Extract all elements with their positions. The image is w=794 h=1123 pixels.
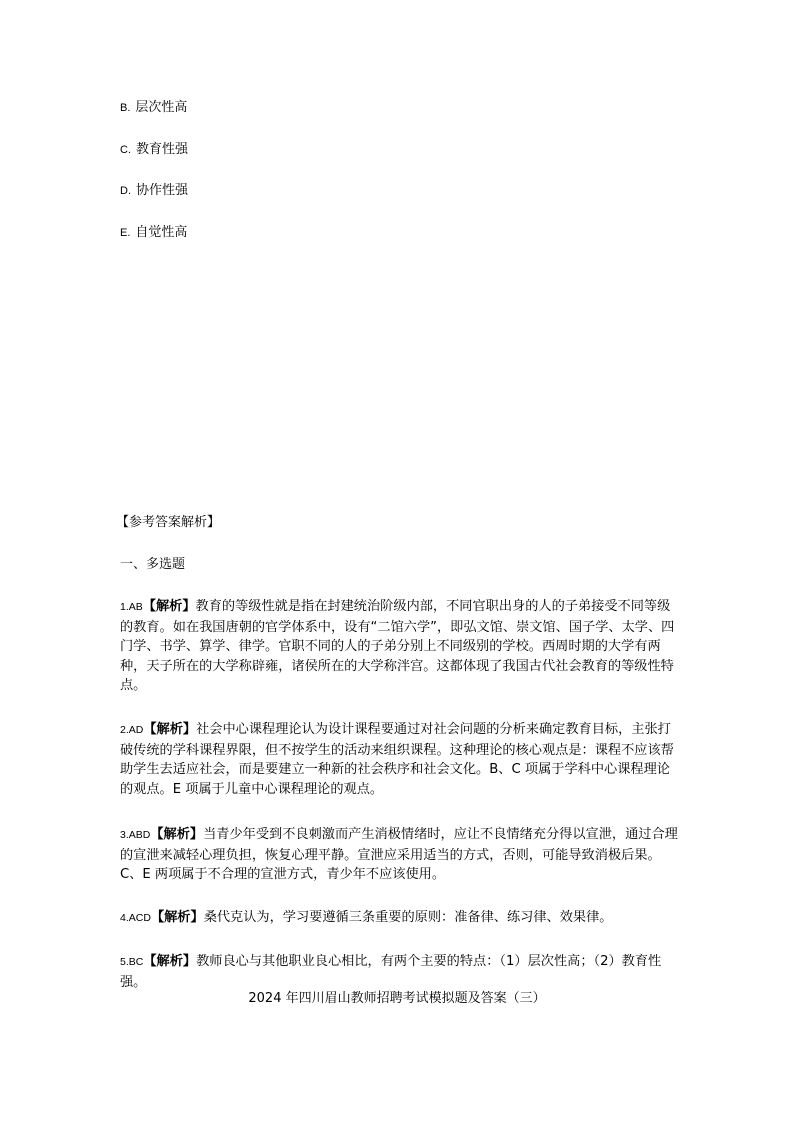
answer-item-1	[120, 597, 680, 696]
option-text: 自觉性高	[135, 225, 188, 240]
option-letter: B.	[120, 102, 131, 114]
option-d	[120, 183, 188, 199]
answer-number: 4.ACD	[120, 912, 151, 924]
answer-text: 桑代克认为，学习要遵循三条重要的原则：准备律、练习律、效果律。	[203, 910, 613, 925]
answer-item-4	[120, 908, 680, 929]
analysis-tag: 【解析】	[142, 599, 196, 614]
answer-number: 1.AB	[120, 601, 143, 613]
answer-number: 3.ABD	[120, 829, 151, 841]
analysis-tag: 【解析】	[143, 954, 197, 969]
answer-item-3	[120, 825, 680, 885]
option-letter: C.	[120, 144, 131, 156]
answer-section-subtitle: 一、多选题	[120, 557, 186, 572]
answer-section-title: 【参考答案解析】	[116, 515, 221, 530]
option-b	[120, 100, 187, 116]
option-text: 协作性强	[136, 183, 189, 198]
analysis-tag: 【解析】	[150, 827, 204, 842]
option-text: 教育性强	[136, 142, 189, 157]
answer-text: 教育的等级性就是指在封建统治阶级内部，不同官职出身的人的子弟接受不同等级的教育。如在我国唐朝的官学体系中，设有“二馆六学”，即弘文馆、崇文馆、国子学、太学、四门学、书学、算学、律学。官职不同的人的子弟分别上不同级别的学校。西周时期的大学有两种，天子所在的大学称辟雍，诸侯所在的大学称泮宫。这都体现了我国古代社会教育的等级性特点。	[120, 599, 675, 694]
option-e	[120, 225, 187, 241]
option-letter: D.	[120, 185, 131, 197]
page-footer-title: 2024 年四川眉山教师招聘考试模拟题及答案（三）	[248, 991, 546, 1006]
answer-item-5	[120, 952, 680, 992]
option-text: 层次性高	[135, 100, 188, 115]
option-c	[120, 142, 188, 158]
answer-text: 当青少年受到不良刺激而产生消极情绪时，应让不良情绪充分得以宣泄，通过合理的宣泄来减轻心理负担，恢复心理平静。宣泄应采用适当的方式，否则，可能导致消极后果。C、E 两项属于不合理的宣泄方式，青少年不应该使用。	[120, 827, 678, 883]
answer-text: 教师良心与其他职业良心相比，有两个主要的特点：（1）层次性高；（2）教育性强。	[120, 954, 662, 990]
option-letter: E.	[120, 227, 131, 239]
answer-text: 社会中心课程理论认为设计课程要通过对社会问题的分析来确定教育目标，主张打破传统的学科课程界限，但不按学生的活动来组织课程。这种理论的核心观点是：课程不应该帮助学生去适应社会，而是要建立一种新的社会秩序和社会文化。B、C 项属于学科中心课程理论的观点。E 项属于儿童中心课程理论的观点。	[120, 722, 674, 797]
analysis-tag: 【解析】	[143, 722, 197, 737]
answer-number: 5.BC	[120, 956, 144, 968]
answer-number: 2.AD	[120, 724, 144, 736]
analysis-tag: 【解析】	[150, 910, 204, 925]
answer-item-2	[120, 720, 680, 799]
